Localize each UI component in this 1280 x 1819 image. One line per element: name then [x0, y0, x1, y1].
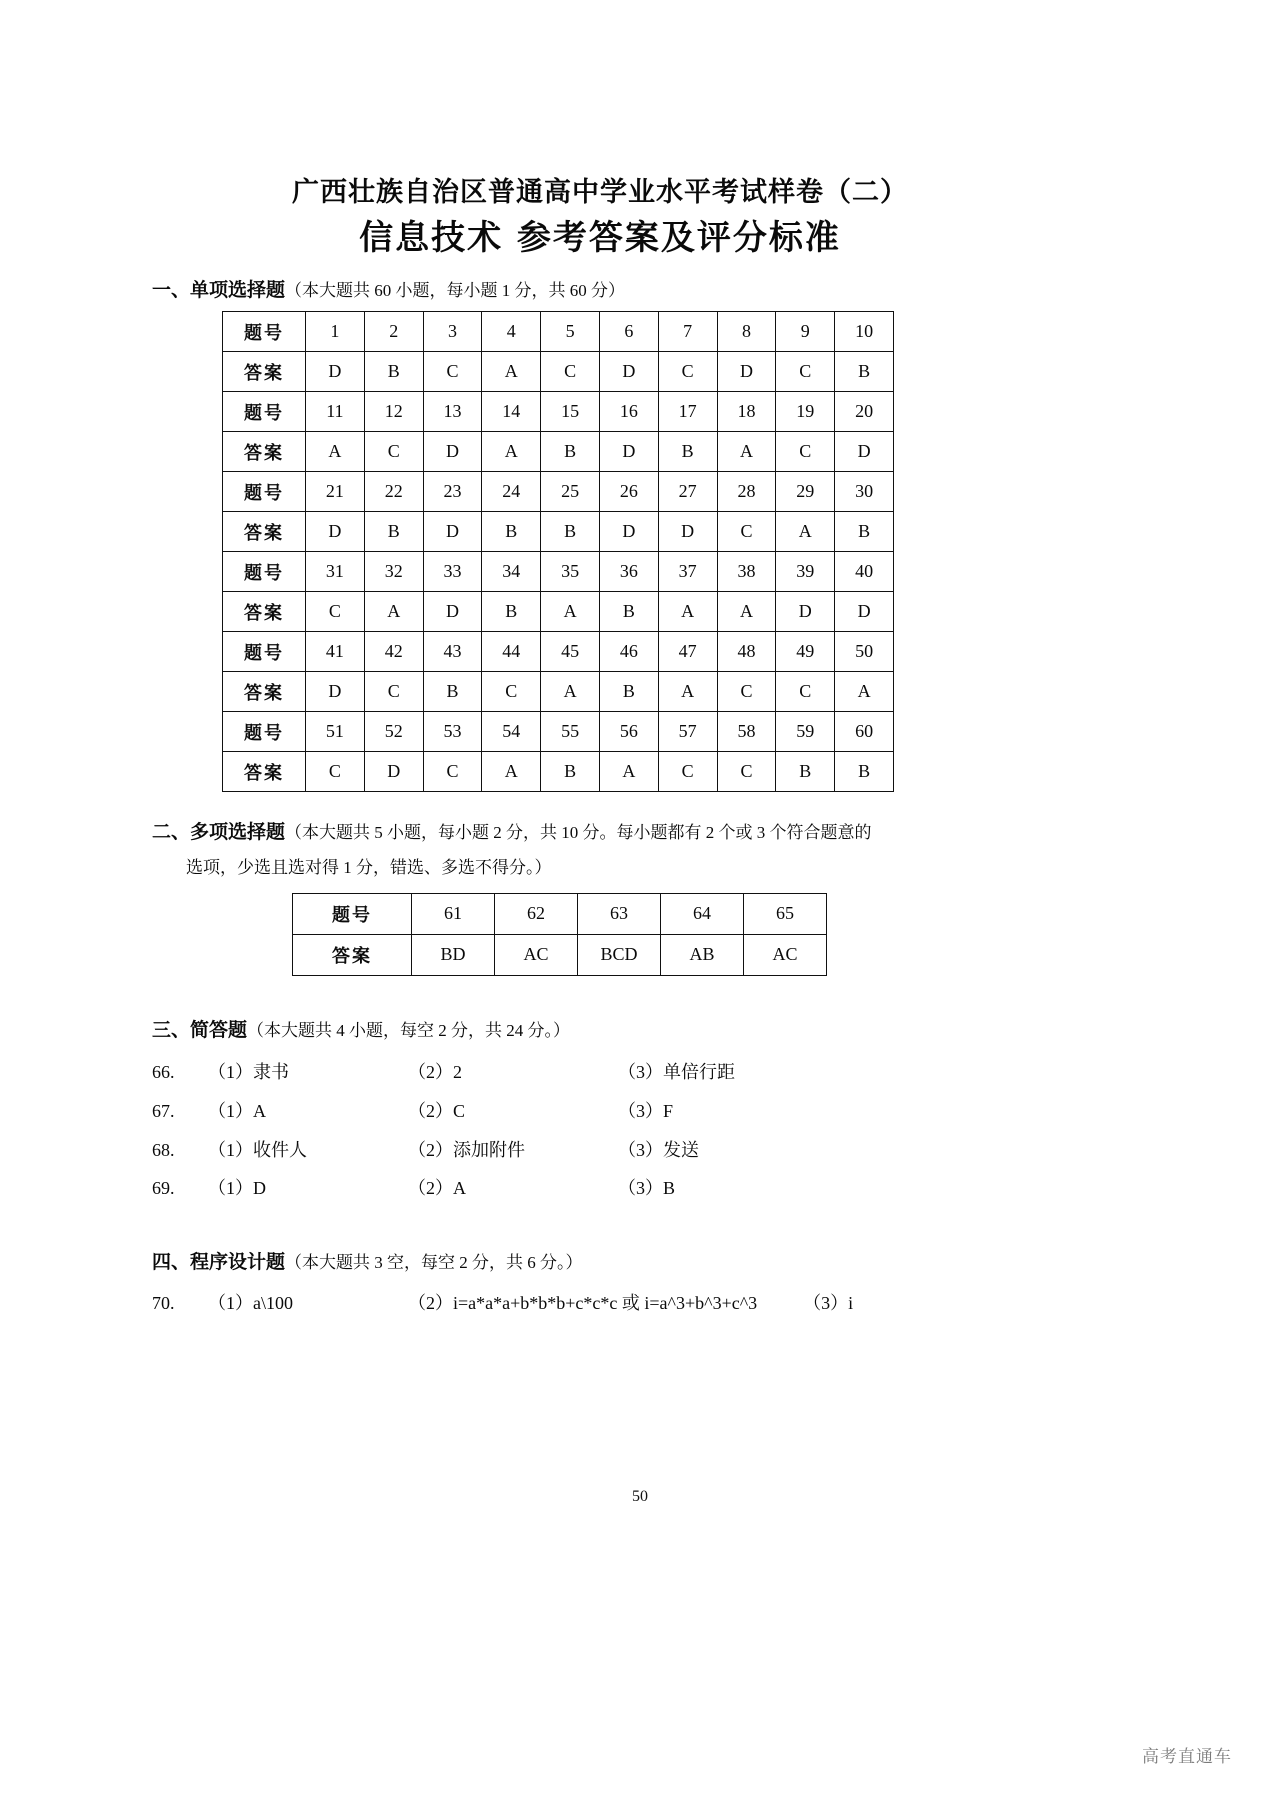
question-number-cell: 32: [364, 552, 423, 592]
answer-cell: A: [364, 592, 423, 632]
row-label-number: 题号: [223, 712, 306, 752]
question-number-cell: 59: [776, 712, 835, 752]
question-number-cell: 61: [412, 893, 495, 934]
question-number-cell: 43: [423, 632, 482, 672]
answer-cell: C: [423, 752, 482, 792]
answer-cell: B: [835, 512, 894, 552]
answer-cell: D: [423, 432, 482, 472]
answer-cell: D: [599, 432, 658, 472]
question-number-cell: 25: [541, 472, 600, 512]
table-row: [223, 632, 894, 672]
section-two-wrap: [152, 818, 1048, 882]
answer-cell: BCD: [578, 934, 661, 975]
answer-cell: BD: [412, 934, 495, 975]
question-number: 69.: [152, 1178, 175, 1199]
answer-part-1: （1）a\100: [208, 1293, 293, 1314]
row-label-number: 题号: [223, 392, 306, 432]
question-number-cell: 54: [482, 712, 541, 752]
section-note-multiple-choice-line2: 选项，少选且选对得 1 分，错选、多选不得分。）: [186, 857, 552, 877]
list-item: [152, 1131, 1048, 1170]
question-number-cell: 18: [717, 392, 776, 432]
answer-cell: B: [835, 352, 894, 392]
answer-part-1: （1）D: [208, 1178, 266, 1199]
answer-cell: B: [776, 752, 835, 792]
table-row: [223, 712, 894, 752]
row-label-number: 题号: [223, 632, 306, 672]
answer-cell: B: [658, 432, 717, 472]
answer-cell: D: [364, 752, 423, 792]
question-number-cell: 29: [776, 472, 835, 512]
question-number-cell: 56: [599, 712, 658, 752]
answer-part-2: （2）i=a*a*a+b*b*b+c*c*c 或 i=a^3+b^3+c^3: [408, 1293, 758, 1314]
answer-cell: D: [306, 352, 365, 392]
question-number-cell: 34: [482, 552, 541, 592]
answer-cell: AC: [744, 934, 827, 975]
answer-cell: A: [658, 672, 717, 712]
question-number-cell: 8: [717, 312, 776, 352]
question-number: 67.: [152, 1100, 175, 1121]
answer-cell: B: [423, 672, 482, 712]
row-label-answer: 答案: [223, 672, 306, 712]
table-row: [223, 392, 894, 432]
question-number-cell: 24: [482, 472, 541, 512]
answer-cell: C: [482, 672, 541, 712]
answer-cell: D: [306, 672, 365, 712]
programming-answer-list: [152, 1285, 1048, 1323]
answer-cell: D: [658, 512, 717, 552]
answer-part-2: （2）A: [408, 1178, 466, 1199]
spacer: [152, 1208, 1048, 1248]
table-row: [223, 672, 894, 712]
question-number-cell: 41: [306, 632, 365, 672]
answer-cell: C: [776, 432, 835, 472]
question-number-cell: 12: [364, 392, 423, 432]
section-label-short-answer: 三、简答题: [152, 1018, 248, 1041]
list-item: [152, 1092, 1048, 1131]
section-note-multiple-choice: （本大题共 5 小题，每小题 2 分，共 10 分。每小题都有 2 个或 3 个符合题意的: [285, 823, 872, 843]
answer-cell: D: [835, 432, 894, 472]
spacer: [152, 976, 1048, 1016]
row-label-number: 题号: [293, 893, 412, 934]
answer-cell: C: [658, 352, 717, 392]
answer-cell: AB: [661, 934, 744, 975]
single-choice-answer-table-wrap: [222, 311, 1048, 792]
multiple-choice-answer-table: [292, 893, 827, 976]
question-number-cell: 33: [423, 552, 482, 592]
answer-part-3: （3）发送: [618, 1139, 699, 1160]
answer-cell: B: [835, 752, 894, 792]
answer-cell: A: [776, 512, 835, 552]
table-row: [223, 432, 894, 472]
answer-cell: D: [835, 592, 894, 632]
question-number-cell: 50: [835, 632, 894, 672]
answer-cell: D: [717, 352, 776, 392]
answer-cell: B: [541, 512, 600, 552]
question-number: 70.: [152, 1293, 175, 1314]
question-number-cell: 44: [482, 632, 541, 672]
section-note-short-answer: （本大题共 4 小题，每空 2 分，共 24 分。）: [247, 1020, 571, 1040]
list-item: [152, 1285, 1048, 1323]
answer-cell: A: [599, 752, 658, 792]
answer-part-3: （3）i: [803, 1293, 854, 1314]
question-number-cell: 45: [541, 632, 600, 672]
multiple-choice-answer-table-wrap: [292, 893, 1048, 976]
question-number-cell: 49: [776, 632, 835, 672]
answer-part-2: （2）2: [408, 1062, 462, 1083]
table-row: [223, 472, 894, 512]
answer-part-2: （2）添加附件: [408, 1139, 525, 1160]
answer-part-3: （3）F: [618, 1100, 674, 1121]
answer-cell: B: [364, 352, 423, 392]
answer-cell: D: [306, 512, 365, 552]
answer-cell: C: [717, 752, 776, 792]
page-title-subject: 信息技术 参考答案及评分标准: [359, 218, 841, 259]
answer-cell: B: [482, 512, 541, 552]
question-number-cell: 65: [744, 893, 827, 934]
answer-cell: D: [599, 352, 658, 392]
question-number-cell: 38: [717, 552, 776, 592]
answer-cell: C: [423, 352, 482, 392]
section-heading-short-answer: [152, 1016, 1048, 1045]
question-number-cell: 22: [364, 472, 423, 512]
question-number-cell: 58: [717, 712, 776, 752]
answer-cell: C: [658, 752, 717, 792]
row-label-number: 题号: [223, 312, 306, 352]
answer-cell: B: [541, 432, 600, 472]
list-item: [152, 1053, 1048, 1092]
question-number-cell: 23: [423, 472, 482, 512]
question-number-cell: 13: [423, 392, 482, 432]
question-number-cell: 14: [482, 392, 541, 432]
question-number-cell: 7: [658, 312, 717, 352]
section-label-single-choice: 一、单项选择题: [152, 278, 286, 301]
question-number-cell: 37: [658, 552, 717, 592]
answer-cell: A: [306, 432, 365, 472]
answer-cell: D: [776, 592, 835, 632]
question-number-cell: 46: [599, 632, 658, 672]
answer-cell: C: [364, 432, 423, 472]
question-number-cell: 57: [658, 712, 717, 752]
answer-cell: A: [482, 752, 541, 792]
question-number-cell: 17: [658, 392, 717, 432]
question-number: 68.: [152, 1139, 175, 1160]
answer-cell: C: [306, 752, 365, 792]
question-number-cell: 63: [578, 893, 661, 934]
table-row: [223, 352, 894, 392]
answer-cell: C: [541, 352, 600, 392]
question-number-cell: 60: [835, 712, 894, 752]
short-answer-list: [152, 1053, 1048, 1208]
question-number-cell: 19: [776, 392, 835, 432]
question-number-cell: 1: [306, 312, 365, 352]
answer-cell: C: [776, 672, 835, 712]
single-choice-answer-table: [222, 311, 894, 792]
page-title-exam: 广西壮族自治区普通高中学业水平考试样卷（二）: [292, 177, 908, 207]
table-row: [223, 592, 894, 632]
question-number-cell: 40: [835, 552, 894, 592]
row-label-number: 题号: [223, 472, 306, 512]
question-number-cell: 35: [541, 552, 600, 592]
answer-cell: A: [541, 592, 600, 632]
answer-cell: B: [599, 592, 658, 632]
question-number-cell: 30: [835, 472, 894, 512]
answer-cell: C: [717, 672, 776, 712]
answer-part-3: （3）单倍行距: [618, 1062, 735, 1083]
answer-cell: A: [717, 592, 776, 632]
table-row: [293, 934, 827, 975]
question-number-cell: 52: [364, 712, 423, 752]
row-label-answer: 答案: [223, 752, 306, 792]
answer-cell: D: [423, 592, 482, 632]
section-heading-single-choice: [152, 276, 1048, 305]
question-number-cell: 5: [541, 312, 600, 352]
question-number-cell: 27: [658, 472, 717, 512]
question-number-cell: 28: [717, 472, 776, 512]
question-number-cell: 42: [364, 632, 423, 672]
row-label-answer: 答案: [223, 352, 306, 392]
question-number-cell: 36: [599, 552, 658, 592]
answer-cell: D: [599, 512, 658, 552]
question-number-cell: 16: [599, 392, 658, 432]
question-number-cell: 62: [495, 893, 578, 934]
row-label-answer: 答案: [223, 512, 306, 552]
section-heading-programming: [152, 1248, 1048, 1277]
answer-cell: A: [717, 432, 776, 472]
question-number-cell: 31: [306, 552, 365, 592]
answer-cell: A: [658, 592, 717, 632]
section-note-programming: （本大题共 3 空，每空 2 分，共 6 分。）: [285, 1252, 583, 1272]
answer-cell: D: [423, 512, 482, 552]
table-row: [223, 552, 894, 592]
table-row: [223, 312, 894, 352]
answer-cell: B: [599, 672, 658, 712]
answer-cell: A: [482, 432, 541, 472]
question-number: 66.: [152, 1062, 175, 1083]
question-number-cell: 9: [776, 312, 835, 352]
answer-part-1: （1）A: [208, 1100, 266, 1121]
question-number-cell: 6: [599, 312, 658, 352]
answer-cell: A: [541, 672, 600, 712]
answer-cell: B: [541, 752, 600, 792]
answer-part-1: （1）收件人: [208, 1139, 307, 1160]
section-label-multiple-choice: 二、多项选择题: [152, 821, 286, 844]
question-number-cell: 21: [306, 472, 365, 512]
answer-cell: AC: [495, 934, 578, 975]
section-label-programming: 四、程序设计题: [152, 1250, 286, 1273]
answer-part-1: （1）隶书: [208, 1062, 289, 1083]
answer-part-2: （2）C: [408, 1100, 466, 1121]
question-number-cell: 51: [306, 712, 365, 752]
question-number-cell: 4: [482, 312, 541, 352]
answer-cell: B: [364, 512, 423, 552]
watermark-label: 高考直通车: [1142, 1747, 1232, 1767]
table-row: [293, 893, 827, 934]
question-number-cell: 3: [423, 312, 482, 352]
question-number-cell: 47: [658, 632, 717, 672]
answer-cell: C: [717, 512, 776, 552]
question-number-cell: 53: [423, 712, 482, 752]
answer-cell: C: [776, 352, 835, 392]
row-label-number: 题号: [223, 552, 306, 592]
section-heading-multiple-choice: [152, 818, 1048, 847]
document-content: [152, 175, 1048, 1323]
table-row: [223, 512, 894, 552]
section-note-single-choice: （本大题共 60 小题，每小题 1 分，共 60 分）: [285, 280, 626, 300]
answer-cell: C: [364, 672, 423, 712]
question-number-cell: 55: [541, 712, 600, 752]
row-label-answer: 答案: [293, 934, 412, 975]
question-number-cell: 26: [599, 472, 658, 512]
question-number-cell: 48: [717, 632, 776, 672]
answer-cell: B: [482, 592, 541, 632]
question-number-cell: 64: [661, 893, 744, 934]
question-number-cell: 2: [364, 312, 423, 352]
row-label-answer: 答案: [223, 432, 306, 472]
page-number: 50: [632, 1488, 648, 1505]
list-item: [152, 1169, 1048, 1208]
row-label-answer: 答案: [223, 592, 306, 632]
question-number-cell: 10: [835, 312, 894, 352]
question-number-cell: 11: [306, 392, 365, 432]
question-number-cell: 20: [835, 392, 894, 432]
answer-cell: C: [306, 592, 365, 632]
table-row: [223, 752, 894, 792]
answer-cell: A: [482, 352, 541, 392]
answer-part-3: （3）B: [618, 1178, 676, 1199]
question-number-cell: 39: [776, 552, 835, 592]
answer-cell: A: [835, 672, 894, 712]
question-number-cell: 15: [541, 392, 600, 432]
